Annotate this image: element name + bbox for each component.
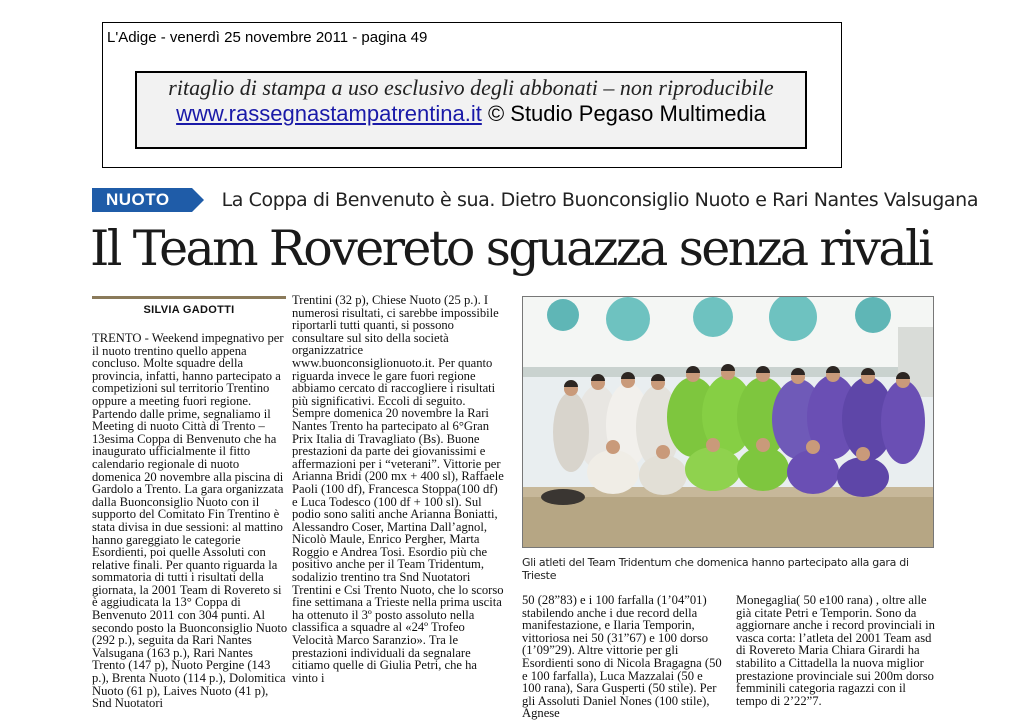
copyright-text: © Studio Pegaso Multimedia <box>487 101 766 126</box>
byline-rule <box>92 296 286 299</box>
article-column-1: TRENTO - Weekend impegnativo per il nuoto trentino quello appena concluso. Molte squadre della provincia, infatti, hanno partecipato a competizioni sul territorio Trentino oppure a meeting fuori regione. Partendo dalle prime, segnaliamo il Meeting di nuoto Città di Trento – 13esima Coppa di Benvenuto che ha inaugurato ufficialmente il fitto calendario regionale di nuoto domenica 20 novembre alla piscina di Gardolo a Trento. La gara organizzata dalla Buonconsiglio Nuoto con il supporto del Comitato Fin Trentino è stata divisa in due sessioni: al mattino hanno gareggiato le categorie Esordienti, poi quelle Assoluti con relative finali. Per quanto riguarda la sommatoria di tutti i risultati della giornata, la 2001 Team di Rovereto si è aggiudicata la 13° Coppa di Benvenuto 2011 con 304 punti. Al secondo posto la Buonconsiglio Nuoto (292 p.), seguita da Rari Nantes Valsugana (163 p.), Rari Nantes Trento (147 p), Nuoto Pergine (143 p.), Brenta Nuoto (114 p.), Dolomitica Nuoto (61 p), Laives Nuoto (41 p), Snd Nuotatori <box>92 332 288 711</box>
kicker: La Coppa di Benvenuto è sua. Dietro Buonconsiglio Nuoto e Rari Nantes Valsugana <box>221 189 979 211</box>
article-column-2: Trentini (32 p), Chiese Nuoto (25 p.). I numerosi risultati, ci sarebbe impossibile riportarli tutti quanti, si possono consultare sul sito della società organizzatrice www.buonconsiglionuoto.it. Per quanto riguarda invece le gare fuori regione abbiamo cercato di raccogliere i risultati più significativi. Eccoli di seguito. Sempre domenica 20 novembre la Rari Nantes Trento ha partecipato al 6°Gran Prix Italia di Travagliato (Bs). Buone prestazioni da parte dei giovanissimi e affermazioni per i “veterani”. Vittorie per Arianna Bridi (200 mx + 400 sl), Raffaele Paoli (100 df), Francesca Stoppa(100 df) e Luca Todesco (100 df + 100 sl). Sul podio sono saliti anche Arianna Boniatti, Alessandro Coser, Martina Dall’agnol, Nicolò Maule, Enrico Pergher, Marta Roggio e Andrea Tosi. Esordio più che positivo anche per il Team Tridentum, sodalizio trentino tra Snd Nuotatori Trentini e Csi Trento Nuoto, che lo scorso fine settimana a Trieste nella prima uscita ha ottenuto il 3º posto assoluto nella classifica a squadre al «24º Trofeo Velocità Marco Saranzio». Tra le prestazioni individuali da segnalare citiamo quelle di Giulia Petri, che ha vinto i <box>292 294 504 685</box>
photo-caption: Gli atleti del Team Tridentum che domenica hanno partecipato alla gara di Trieste <box>522 556 909 582</box>
credit-line <box>137 101 805 127</box>
copyright-notice-box <box>135 71 807 149</box>
source-line: L'Adige - venerdì 25 novembre 2011 - pagina 49 <box>107 29 428 46</box>
team-photo-illustration <box>523 297 934 548</box>
kicker-row <box>92 186 978 214</box>
reproduction-notice: ritaglio di stampa a uso esclusivo degli abbonati – non riproducibile <box>168 75 774 100</box>
press-clipping-header <box>102 22 842 168</box>
byline: SILVIA GADOTTI <box>143 304 235 316</box>
website-link[interactable]: www.rassegnastampatrentina.it <box>176 101 482 126</box>
headline: Il Team Rovereto sguazza senza rivali <box>90 220 932 277</box>
section-tag: NUOTO <box>92 188 192 212</box>
team-photo <box>522 296 934 548</box>
article-column-3: 50 (28”83) e i 100 farfalla (1’04”01) stabilendo anche i due record della manifestazione, e Ilaria Temporin, vittoriosa nei 50 (31”67) e 100 dorso (1’09”29). Altre vittorie per gli Esordienti sono di Nicola Bragagna (50 e 100 farfalla), Luca Mazzalai (50 e 100 rana), Sara Gusperti (50 stile). Per gli Assoluti Daniel Nones (100 stile), Agnese <box>522 594 722 721</box>
article-column-4: Monegaglia( 50 e100 rana) , oltre alle già citate Petri e Temporin. Sono da aggiornare anche i record provinciali in vasca corta: l’atleta del 2001 Team asd di Rovereto Maria Chiara Girardi ha stabilito a Cittadella la nuova miglior prestazione provinciale sui 200m dorso femminili categoria ragazzi con il tempo di 2’22”7. <box>736 594 935 708</box>
